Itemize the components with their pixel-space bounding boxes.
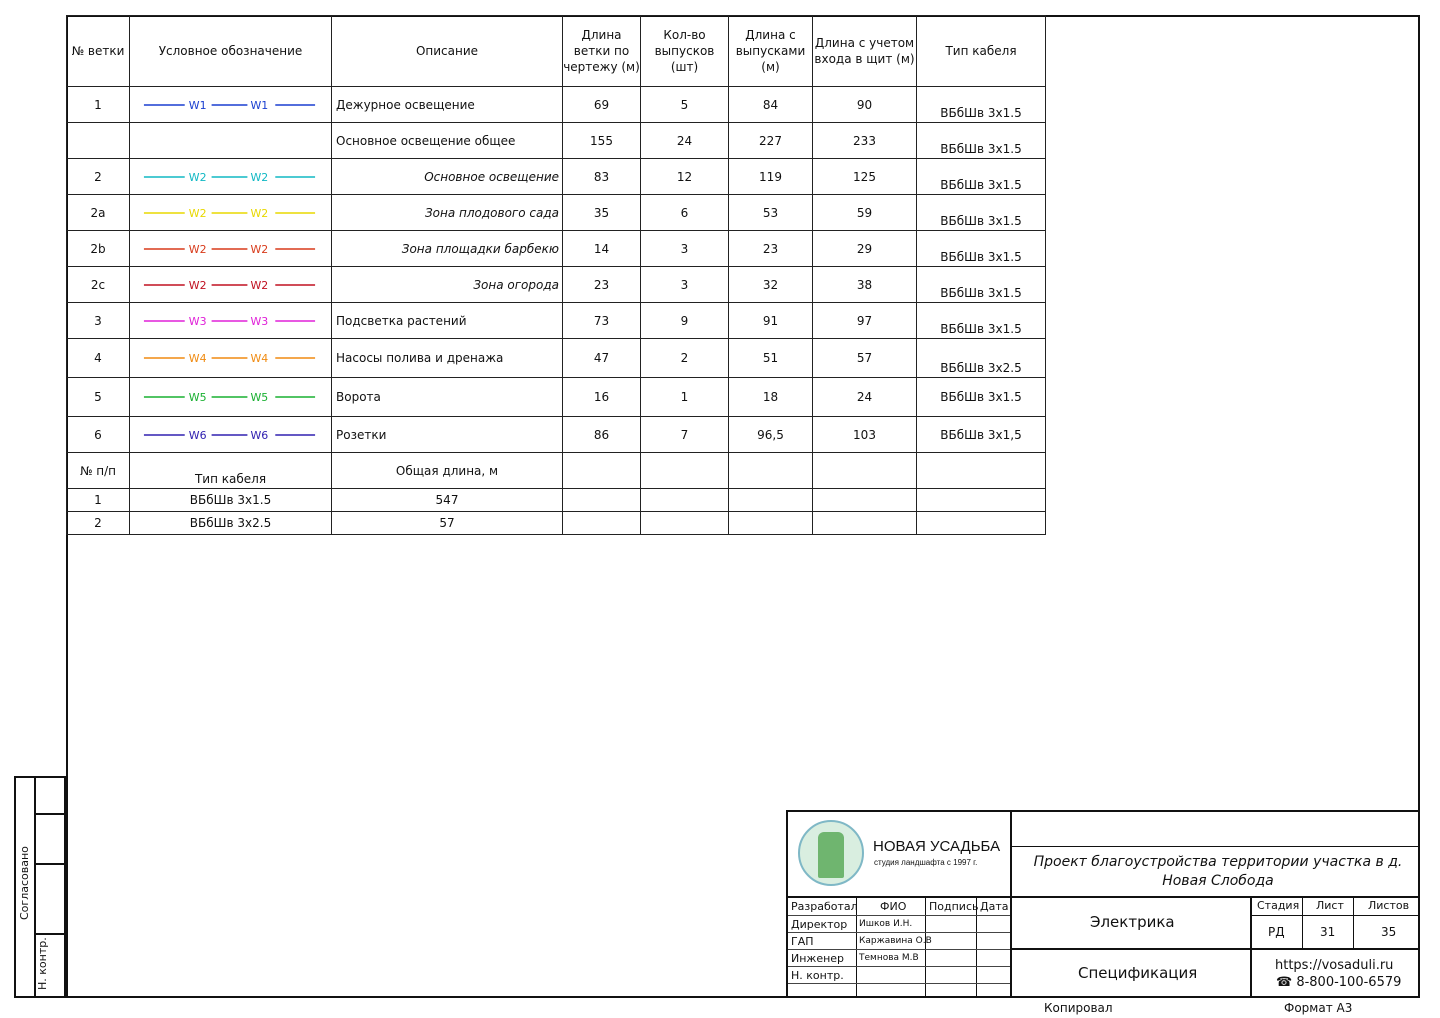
branch-description: Подсветка растений <box>332 303 563 339</box>
branch-number: 1 <box>67 87 130 123</box>
cable-symbol-label: W2 <box>188 170 207 184</box>
cable-type: ВБбШв 3х1.5 <box>917 159 1046 195</box>
person-role: Директор <box>791 918 848 931</box>
company-name: НОВАЯ УСАДЬБА <box>873 838 1001 855</box>
length-drawing: 16 <box>563 378 641 417</box>
summary-total: 547 <box>332 489 563 512</box>
header-symbol: Условное обозначение <box>130 16 332 87</box>
person-role: ГАП <box>791 935 814 948</box>
table-header-row <box>67 16 1046 87</box>
branch-description: Зона площадки барбекю <box>332 231 563 267</box>
cable-symbol-label: W2 <box>188 278 207 292</box>
cable-symbol-label: W5 <box>188 390 207 404</box>
person-name: Каржавина О.В <box>859 936 932 946</box>
cable-symbol-icon <box>130 267 332 303</box>
length-drawing: 83 <box>563 159 641 195</box>
table-row <box>67 195 1046 231</box>
length-drawing: 35 <box>563 195 641 231</box>
title-block <box>786 810 1420 998</box>
table-row <box>67 339 1046 378</box>
stage-label: Стадия <box>1257 899 1300 912</box>
cable-type: ВБбШв 3х1.5 <box>917 267 1046 303</box>
table-row <box>67 231 1046 267</box>
section-title: Электрика <box>1090 913 1175 931</box>
branch-number: 2 <box>67 159 130 195</box>
stage-value: РД <box>1268 925 1285 939</box>
summary-header-row <box>67 453 1046 489</box>
role-header: Разработал <box>791 900 858 913</box>
cable-symbol-icon <box>130 378 332 417</box>
cable-symbol-icon <box>130 159 332 195</box>
header-outlets: Кол-во выпусков (шт) <box>641 16 729 87</box>
cable-symbol-label: W2 <box>188 206 207 220</box>
length-with-board: 29 <box>813 231 917 267</box>
length-with-outlets: 18 <box>729 378 813 417</box>
summary-num: 1 <box>67 489 130 512</box>
branch-description: Дежурное освещение <box>332 87 563 123</box>
length-with-outlets: 53 <box>729 195 813 231</box>
norm-control-label: Н. контр. <box>36 937 49 990</box>
header-num: № ветки <box>67 16 130 87</box>
branch-number: 2b <box>67 231 130 267</box>
cable-symbol-label: W2 <box>250 242 269 256</box>
header-length-drawing: Длина ветки по чертежу (м) <box>563 16 641 87</box>
tree-icon <box>818 832 844 878</box>
cable-symbol-icon <box>130 303 332 339</box>
person-role: Н. контр. <box>791 969 844 982</box>
summary-row <box>67 512 1046 535</box>
length-drawing: 155 <box>563 123 641 159</box>
length-with-outlets: 119 <box>729 159 813 195</box>
cable-symbol-label: W2 <box>250 278 269 292</box>
cable-type: ВБбШв 3х1.5 <box>917 378 1046 417</box>
header-description: Описание <box>332 16 563 87</box>
branch-number: 3 <box>67 303 130 339</box>
branch-description: Зона огорода <box>332 267 563 303</box>
agreed-label: Согласовано <box>18 846 31 920</box>
cable-symbol-label: W4 <box>250 351 269 365</box>
cable-symbol-icon <box>130 87 332 123</box>
outlet-count: 9 <box>641 303 729 339</box>
table-row <box>67 159 1046 195</box>
cable-type: ВБбШв 3х1.5 <box>917 87 1046 123</box>
length-with-board: 59 <box>813 195 917 231</box>
outlet-count: 5 <box>641 87 729 123</box>
length-drawing: 86 <box>563 417 641 453</box>
length-drawing: 73 <box>563 303 641 339</box>
sheets-value: 35 <box>1381 925 1397 939</box>
cable-symbol-icon <box>130 195 332 231</box>
length-with-board: 125 <box>813 159 917 195</box>
website-link[interactable]: https://vosaduli.ru <box>1275 958 1394 973</box>
header-length-board: Длина с учетом входа в щит (м) <box>813 16 917 87</box>
header-length-outlets: Длина с выпусками (м) <box>729 16 813 87</box>
summary-row <box>67 489 1046 512</box>
cable-symbol-icon <box>130 231 332 267</box>
cable-type: ВБбШв 3х1,5 <box>917 417 1046 453</box>
branch-number <box>67 123 130 159</box>
name-header: ФИО <box>880 900 907 913</box>
person-role: Инженер <box>791 952 845 965</box>
branch-number: 4 <box>67 339 130 378</box>
branch-number: 2c <box>67 267 130 303</box>
person-name: Темнова М.В <box>859 953 919 963</box>
sheet-value: 31 <box>1320 925 1336 939</box>
length-with-board: 103 <box>813 417 917 453</box>
length-with-board: 38 <box>813 267 917 303</box>
outlet-count: 1 <box>641 378 729 417</box>
table-row <box>67 123 1046 159</box>
branch-description: Ворота <box>332 378 563 417</box>
summary-cable: ВБбШв 3х2.5 <box>130 512 332 535</box>
date-header: Дата <box>980 900 1009 913</box>
outlet-count: 3 <box>641 231 729 267</box>
summary-cable: ВБбШв 3х1.5 <box>130 489 332 512</box>
cable-symbol-label: W2 <box>250 206 269 220</box>
branch-description: Основное освещение общее <box>332 123 563 159</box>
side-approval-stamp <box>14 776 66 998</box>
outlet-count: 6 <box>641 195 729 231</box>
length-with-outlets: 227 <box>729 123 813 159</box>
length-with-outlets: 32 <box>729 267 813 303</box>
sheet-title: Спецификация <box>1078 964 1198 982</box>
cable-symbol-label: W6 <box>188 428 207 442</box>
length-with-outlets: 84 <box>729 87 813 123</box>
sheet-label: Лист <box>1316 899 1344 912</box>
table-row <box>67 267 1046 303</box>
length-with-outlets: 91 <box>729 303 813 339</box>
company-tagline: студия ландшафта с 1997 г. <box>874 858 978 867</box>
specification-table <box>66 15 1046 535</box>
cable-type: ВБбШв 3х1.5 <box>917 123 1046 159</box>
cable-symbol-label: W6 <box>250 428 269 442</box>
cable-symbol-icon <box>130 417 332 453</box>
length-with-outlets: 51 <box>729 339 813 378</box>
sheets-label: Листов <box>1368 899 1410 912</box>
summary-total: 57 <box>332 512 563 535</box>
outlet-count: 3 <box>641 267 729 303</box>
branch-description: Зона плодового сада <box>332 195 563 231</box>
format-label: Формат А3 <box>1284 1001 1353 1015</box>
length-drawing: 47 <box>563 339 641 378</box>
cable-symbol-label: W1 <box>250 98 269 112</box>
cable-type: ВБбШв 3х1.5 <box>917 195 1046 231</box>
sign-header: Подпись <box>929 900 979 913</box>
cable-symbol-icon <box>130 123 332 159</box>
branch-number: 5 <box>67 378 130 417</box>
table-row <box>67 303 1046 339</box>
cable-symbol-label: W5 <box>250 390 269 404</box>
outlet-count: 12 <box>641 159 729 195</box>
length-drawing: 14 <box>563 231 641 267</box>
branch-description: Розетки <box>332 417 563 453</box>
cable-symbol-label: W4 <box>188 351 207 365</box>
summary-num: 2 <box>67 512 130 535</box>
cable-type: ВБбШв 3х1.5 <box>917 303 1046 339</box>
cable-type: ВБбШв 3х2.5 <box>917 339 1046 378</box>
header-cable-type: Тип кабеля <box>917 16 1046 87</box>
length-with-board: 233 <box>813 123 917 159</box>
branch-description: Насосы полива и дренажа <box>332 339 563 378</box>
person-name: Ишков И.Н. <box>859 919 913 929</box>
cable-symbol-label: W1 <box>188 98 207 112</box>
cable-symbol-label: W2 <box>188 242 207 256</box>
cable-symbol-label: W3 <box>250 314 269 328</box>
length-drawing: 23 <box>563 267 641 303</box>
outlet-count: 24 <box>641 123 729 159</box>
branch-number: 2a <box>67 195 130 231</box>
summary-header-cable: Тип кабеля <box>130 453 332 489</box>
summary-header-total: Общая длина, м <box>332 453 563 489</box>
table-row <box>67 87 1046 123</box>
length-with-outlets: 23 <box>729 231 813 267</box>
cable-symbol-label: W2 <box>250 170 269 184</box>
length-with-board: 90 <box>813 87 917 123</box>
outlet-count: 2 <box>641 339 729 378</box>
project-title: Проект благоустройства территории участка в д. Новая Слобода <box>1033 854 1403 889</box>
length-with-board: 24 <box>813 378 917 417</box>
cable-symbol-icon <box>130 339 332 378</box>
cable-symbol-label: W3 <box>188 314 207 328</box>
outlet-count: 7 <box>641 417 729 453</box>
length-with-outlets: 96,5 <box>729 417 813 453</box>
copied-label: Копировал <box>1044 1001 1113 1015</box>
length-with-board: 97 <box>813 303 917 339</box>
table-row <box>67 417 1046 453</box>
cable-type: ВБбШв 3х1.5 <box>917 231 1046 267</box>
summary-header-num: № п/п <box>67 453 130 489</box>
length-with-board: 57 <box>813 339 917 378</box>
phone-number: ☎ 8-800-100-6579 <box>1276 975 1402 990</box>
branch-description: Основное освещение <box>332 159 563 195</box>
branch-number: 6 <box>67 417 130 453</box>
length-drawing: 69 <box>563 87 641 123</box>
table-row <box>67 378 1046 417</box>
